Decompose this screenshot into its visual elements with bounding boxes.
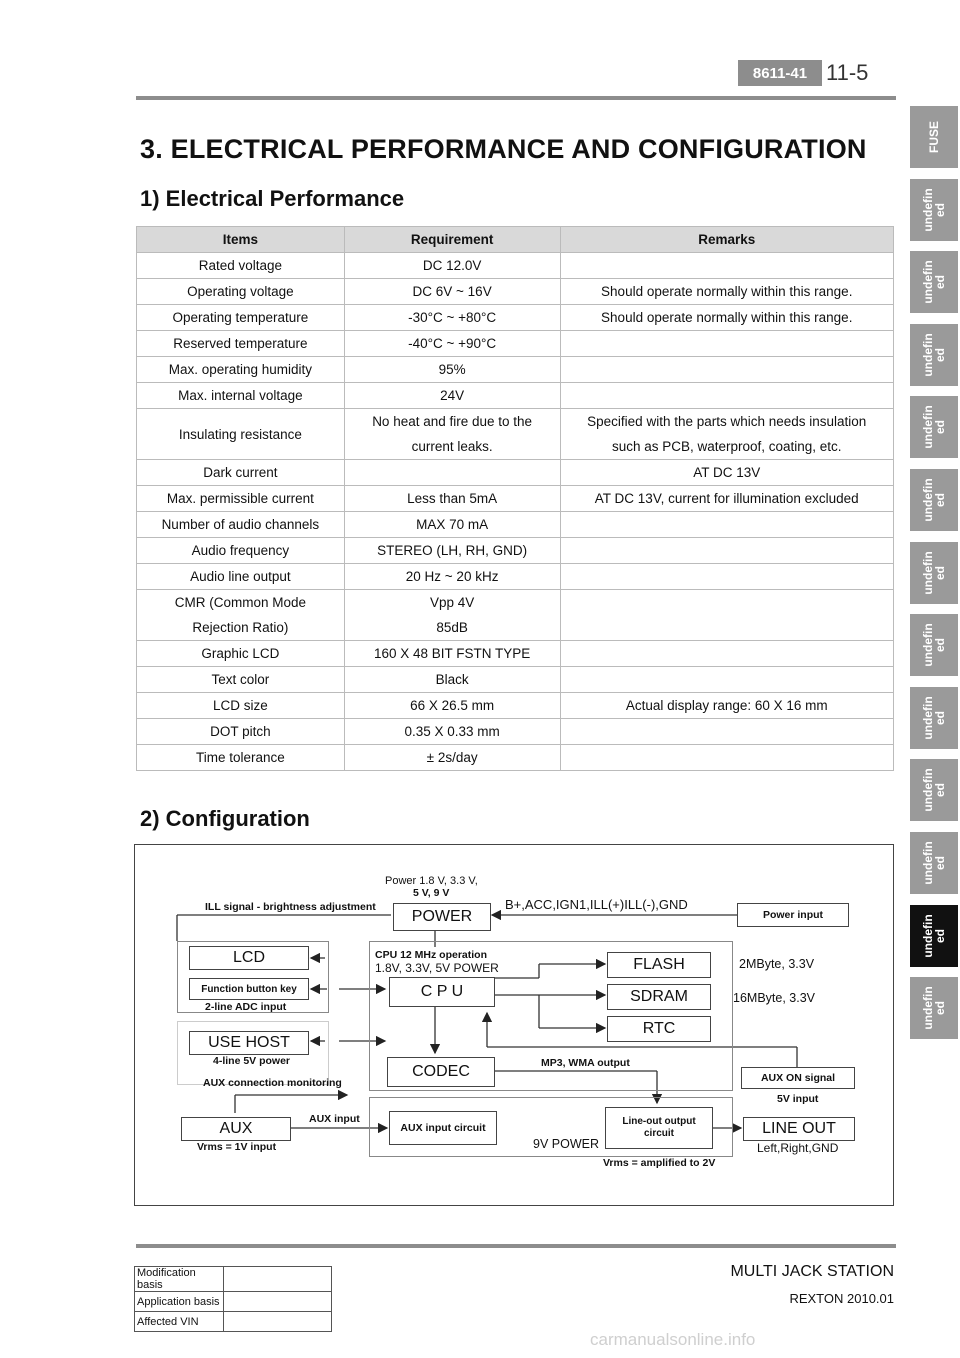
table-cell: No heat and fire due to the current leaks. <box>344 409 560 460</box>
table-cell: LCD size <box>137 693 345 719</box>
cpu-op-label: CPU 12 MHz operation <box>375 949 488 961</box>
table-cell <box>344 460 560 486</box>
table-cell: ± 2s/day <box>344 745 560 771</box>
table-row <box>137 538 894 564</box>
table-cell: 160 X 48 BIT FSTN TYPE <box>344 641 560 667</box>
table-header-cell: Remarks <box>560 227 894 253</box>
watermark: carmanualsonline.info <box>590 1330 756 1349</box>
modification-label: Modification basis <box>135 1267 224 1292</box>
lineout-circuit-line1: Line-out output <box>622 1116 696 1127</box>
side-tab-undefined[interactable] <box>910 759 958 821</box>
side-tab-undefined[interactable] <box>910 542 958 604</box>
table-cell <box>560 512 894 538</box>
table-cell <box>560 253 894 279</box>
table-cell <box>560 745 894 771</box>
table-cell <box>560 538 894 564</box>
vrms-amplified-label: Vrms = amplified to 2V <box>603 1157 716 1169</box>
footer-title: MULTI JACK STATION <box>730 1263 894 1280</box>
modification-table <box>134 1266 332 1332</box>
table-row <box>137 486 894 512</box>
top-divider <box>136 96 896 100</box>
table-row <box>137 693 894 719</box>
table-cell: Less than 5mA <box>344 486 560 512</box>
table-row <box>137 745 894 771</box>
side-tab-label: undefined <box>921 550 947 595</box>
cpu-power-label: 1.8V, 3.3V, 5V POWER <box>375 961 499 975</box>
table-row <box>137 590 894 641</box>
table-row <box>137 512 894 538</box>
table-cell: 66 X 26.5 mm <box>344 693 560 719</box>
performance-table <box>136 226 894 771</box>
table-cell: Reserved temperature <box>137 331 345 357</box>
table-cell: Operating temperature <box>137 305 345 331</box>
section-heading-performance: 1) Electrical Performance <box>140 186 405 211</box>
rtc-block: RTC <box>607 1016 711 1042</box>
page-title: 3. ELECTRICAL PERFORMANCE AND CONFIGURATION <box>140 134 867 164</box>
table-cell: 24V <box>344 383 560 409</box>
table-row <box>137 331 894 357</box>
table-row <box>137 641 894 667</box>
modification-row <box>135 1312 332 1332</box>
table-cell <box>560 590 894 641</box>
table-row <box>137 253 894 279</box>
side-tab-undefined[interactable] <box>910 832 958 894</box>
footer-model: REXTON 2010.01 <box>789 1291 894 1306</box>
table-cell: Max. permissible current <box>137 486 345 512</box>
table-cell: STEREO (LH, RH, GND) <box>344 538 560 564</box>
side-tab-label: undefined <box>921 478 947 522</box>
codec-block: CODEC <box>387 1057 495 1087</box>
table-cell: Black <box>344 667 560 693</box>
aux-input-label: AUX input <box>309 1113 360 1125</box>
sdram-spec-label: 16MByte, 3.3V <box>733 991 815 1005</box>
table-cell: 95% <box>344 357 560 383</box>
table-row <box>137 460 894 486</box>
power-inputs-label: B+,ACC,IGN1,ILL(+)ILL(-),GND <box>505 897 688 912</box>
lcd-block: LCD <box>189 946 309 970</box>
table-cell: Dark current <box>137 460 345 486</box>
power-block: POWER <box>393 903 491 931</box>
table-cell <box>560 383 894 409</box>
table-cell: Vpp 4V 85dB <box>344 590 560 641</box>
configuration-diagram <box>134 844 894 1206</box>
side-tab-undefined[interactable] <box>910 469 958 531</box>
aux-vrms-label: Vrms = 1V input <box>197 1141 277 1153</box>
aux-on-signal-block: AUX ON signal <box>741 1067 855 1089</box>
side-tab-undefined[interactable] <box>910 179 958 241</box>
line-out-block: LINE OUT <box>743 1117 855 1141</box>
table-cell: DC 6V ~ 16V <box>344 279 560 305</box>
table-cell: Rated voltage <box>137 253 345 279</box>
lineout-circuit-block <box>605 1107 713 1149</box>
table-cell: Should operate normally within this range. <box>560 279 894 305</box>
function-key-block: Function button key <box>189 978 309 1000</box>
page-number: 11-5 <box>826 60 869 85</box>
side-tab-undefined[interactable] <box>910 977 958 1039</box>
table-cell: -30°C ~ +80°C <box>344 305 560 331</box>
table-header-cell: Requirement <box>344 227 560 253</box>
side-tab-undefined[interactable] <box>910 396 958 458</box>
lineout-circuit-line2: circuit <box>643 1128 674 1139</box>
side-tab-label: FUSE <box>927 121 941 154</box>
table-row <box>137 719 894 745</box>
table-row <box>137 279 894 305</box>
side-tab-label: undefined <box>921 187 947 232</box>
table-cell: Text color <box>137 667 345 693</box>
table-cell: Max. internal voltage <box>137 383 345 409</box>
modification-label: Application basis <box>135 1292 224 1312</box>
ill-signal-label: ILL signal - brightness adjustment <box>205 901 376 913</box>
side-tab-label: undefined <box>921 986 947 1030</box>
modification-value <box>224 1312 332 1332</box>
table-cell: Specified with the parts which needs insulation such as PCB, waterproof, coating, etc. <box>560 409 894 460</box>
modification-row <box>135 1267 332 1292</box>
table-cell: Max. operating humidity <box>137 357 345 383</box>
table-cell: DOT pitch <box>137 719 345 745</box>
table-cell: Audio frequency <box>137 538 345 564</box>
table-cell: 0.35 X 0.33 mm <box>344 719 560 745</box>
table-cell: Actual display range: 60 X 16 mm <box>560 693 894 719</box>
table-cell: Time tolerance <box>137 745 345 771</box>
table-cell <box>560 719 894 745</box>
table-cell: CMR (Common Mode Rejection Ratio) <box>137 590 345 641</box>
side-tab-undefined[interactable] <box>910 687 958 749</box>
table-cell <box>560 331 894 357</box>
table-cell: MAX 70 mA <box>344 512 560 538</box>
use-host-block: USE HOST <box>189 1031 309 1055</box>
power-note-line2: 5 V, 9 V <box>413 887 450 899</box>
table-cell: Graphic LCD <box>137 641 345 667</box>
modification-label: Affected VIN <box>135 1312 224 1332</box>
aux-monitor-label: AUX connection monitoring <box>203 1077 342 1089</box>
mp3-output-label: MP3, WMA output <box>541 1057 630 1069</box>
table-row <box>137 305 894 331</box>
line-out-pins-label: Left,Right,GND <box>757 1141 839 1155</box>
table-cell: DC 12.0V <box>344 253 560 279</box>
table-cell: Number of audio channels <box>137 512 345 538</box>
side-tab-label: undefined <box>921 623 947 667</box>
side-tab-fuse[interactable] <box>910 106 958 168</box>
modification-row <box>135 1292 332 1312</box>
side-tab-label: undefined <box>921 696 947 740</box>
table-cell: -40°C ~ +90°C <box>344 331 560 357</box>
modification-value <box>224 1292 332 1312</box>
table-cell: Audio line output <box>137 564 345 590</box>
adc-input-label: 2-line ADC input <box>205 1001 287 1013</box>
table-cell <box>560 641 894 667</box>
page-code-badge: 8611-41 <box>738 60 822 86</box>
table-cell: AT DC 13V <box>560 460 894 486</box>
section-heading-configuration: 2) Configuration <box>140 806 310 831</box>
power-input-block: Power input <box>737 903 849 927</box>
power-note-line1: Power 1.8 V, 3.3 V, <box>385 875 478 887</box>
table-cell: AT DC 13V, current for illumination excluded <box>560 486 894 512</box>
table-row <box>137 357 894 383</box>
side-tab-label: undefined <box>921 768 947 813</box>
flash-block: FLASH <box>607 952 711 978</box>
side-tab-undefined[interactable] <box>910 614 958 676</box>
aux-block: AUX <box>181 1117 291 1141</box>
table-cell: Operating voltage <box>137 279 345 305</box>
table-cell: Should operate normally within this range. <box>560 305 894 331</box>
table-row <box>137 409 894 460</box>
table-header-row <box>137 227 894 253</box>
table-cell: 20 Hz ~ 20 kHz <box>344 564 560 590</box>
side-tab-undefined[interactable] <box>910 905 958 967</box>
cpu-block: C P U <box>389 977 495 1007</box>
table-row <box>137 383 894 409</box>
side-tab-undefined[interactable] <box>910 324 958 386</box>
side-tab-label: undefined <box>921 333 947 377</box>
table-cell: Insulating resistance <box>137 409 345 460</box>
table-cell <box>560 667 894 693</box>
table-row <box>137 667 894 693</box>
side-tab-label: undefined <box>921 841 947 885</box>
usb-power-label: 4-line 5V power <box>213 1055 291 1067</box>
v5-input-label: 5V input <box>777 1093 819 1105</box>
side-tab-undefined[interactable] <box>910 251 958 313</box>
table-row <box>137 564 894 590</box>
side-tab-label: undefined <box>921 913 947 958</box>
aux-input-circuit-block: AUX input circuit <box>389 1111 497 1145</box>
side-tab-label: undefined <box>921 260 947 304</box>
modification-value <box>224 1267 332 1292</box>
sdram-block: SDRAM <box>607 984 711 1010</box>
table-header-cell: Items <box>137 227 345 253</box>
v9-power-label: 9V POWER <box>533 1137 599 1151</box>
bottom-divider <box>136 1244 896 1248</box>
side-tab-label: undefined <box>921 405 947 450</box>
table-cell <box>560 357 894 383</box>
table-cell <box>560 564 894 590</box>
flash-spec-label: 2MByte, 3.3V <box>739 957 815 971</box>
